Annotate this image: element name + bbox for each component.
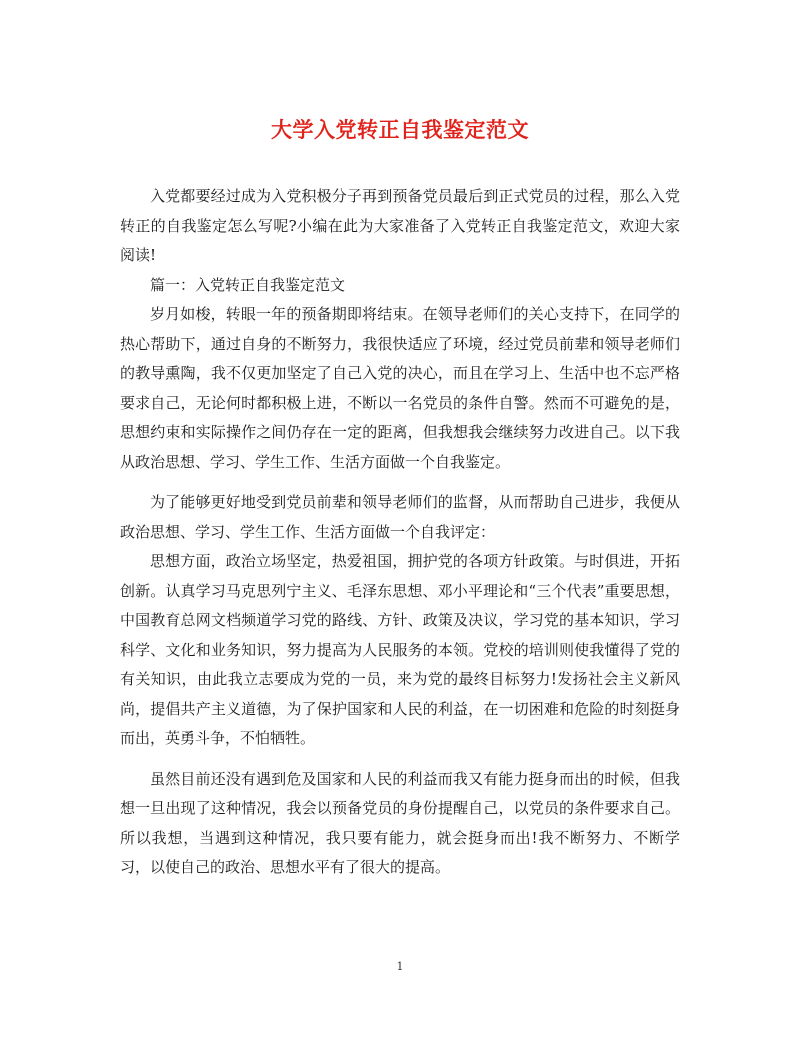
intro-paragraph: 入党都要经过成为入党积极分子再到预备党员最后到正式党员的过程，那么入党转正的自我鉴定怎么写呢?小编在此为大家准备了入党转正自我鉴定范文，欢迎大家阅读! — [120, 187, 680, 264]
body-paragraph: 虽然目前还没有遇到危及国家和人民的利益而我又有能力挺身而出的时候，但我想一旦出现了这种情况，我会以预备党员的身份提醒自己，以党员的条件要求自己。所以我想，当遇到这种情况，我只要有能力，就会挺身而出!我不断努力、不断学习，以使自己的政治、思想水平有了很大的提高。 — [120, 769, 680, 876]
document-title: 大学入党转正自我鉴定范文 — [271, 117, 529, 142]
document-body — [120, 182, 680, 883]
section-heading: 篇一：入党转正自我鉴定范文 — [150, 275, 346, 294]
body-paragraph: 思想方面，政治立场坚定，热爱祖国，拥护党的各项方针政策。与时俱进，开拓创新。认真学习马克思列宁主义、毛泽东思想、邓小平理论和“三个代表”重要思想，中国教育总网文档频道学习党的路线、方针、政策及决议，学习党的基本知识，学习科学、文化和业务知识，努力提高为人民服务的本领。党校的培训则使我懂得了党的有关知识，由此我立志要成为党的一员，来为党的最终目标努力!发扬社会主义新风尚，提倡共产主义道德，为了保护国家和人民的利益，在一切困难和危险的时刻挺身而出，英勇斗争，不怕牺牲。 — [120, 552, 680, 747]
body-paragraph: 为了能够更好地受到党员前辈和领导老师们的监督，从而帮助自己进步，我便从政治思想、学习、学生工作、生活方面做一个自我评定： — [120, 493, 680, 541]
body-paragraph: 岁月如梭，转眼一年的预备期即将结束。在领导老师们的关心支持下，在同学的热心帮助下，通过自身的不断努力，我很快适应了环境，经过党员前辈和领导老师们的教导熏陶，我不仅更加坚定了自己入党的决心，而且在学习上、生活中也不忘严格要求自己，无论何时都积极上进，不断以一名党员的条件自警。然而不可避免的是，思想约束和实际操作之间仍存在一定的距离，但我想我会继续努力改进自己。以下我从政治思想、学习、学生工作、生活方面做一个自我鉴定。 — [120, 305, 680, 471]
page-number: 1 — [396, 960, 404, 973]
